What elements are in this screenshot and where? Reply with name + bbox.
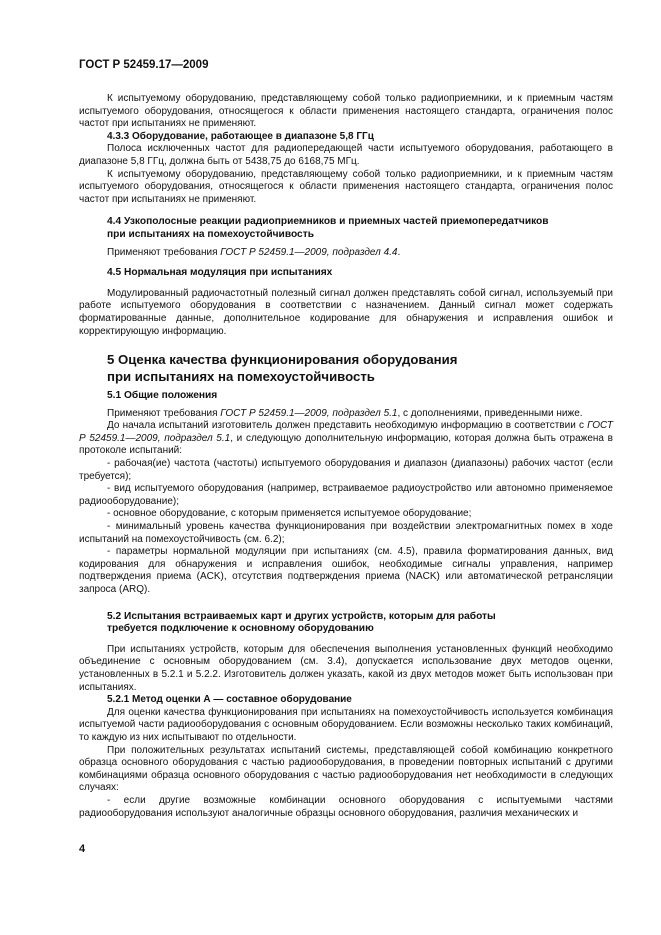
paragraph-with-reference: [79, 420, 613, 458]
text: , с дополнениями, приведенными ниже.: [397, 407, 583, 419]
text: Применяют требования: [107, 246, 221, 258]
text: До начала испытаний изготовитель должен представить необходимую информацию в соответствии с: [107, 420, 588, 432]
list-item: - если другие возможные комбинации основного оборудования с испытуемыми частями радиооборудования используют аналогичные образцы основного оборудования, различия механических и: [79, 794, 613, 819]
list-item: - параметры нормальной модуляции при испытаниях (см. 4.5), правила форматирования данных, вид кодирования для обнаружения и исправления ошибок, необходимые сигналы управления, например подтверждения приема (ACK), отсутствия подтверждения приема (NACK) или автоматической ретрансляции запроса (ARQ).: [79, 546, 613, 595]
standard-reference: ГОСТ Р 52459.1—2009, подраздел 4.4: [220, 246, 398, 258]
paragraph-with-reference: [79, 247, 613, 260]
section-heading-5-line2: при испытаниях на помехоустойчивость: [107, 368, 375, 384]
paragraph: При испытаниях устройств, которым для обеспечения выполнения установленных функций необходимо объединение с основным оборудованием (см. 3.4), допускается использование двух методов оценки, установленных в 5.2.1 и 5.2.2. Изготовитель должен указать, какой из двух методов может быть использован при испытаниях.: [79, 643, 613, 693]
paragraph: Полоса исключенных частот для радиопередающей части испытуемого оборудования, работающего в диапазоне 5,8 ГГц, должна быть от 5438,75 до 6168,75 МГц.: [79, 143, 613, 167]
paragraph-with-reference: [79, 408, 613, 421]
standard-reference: ГОСТ Р 52459.1—2009, подраздел 5.1: [220, 407, 398, 419]
section-heading-5-2-1: 5.2.1 Метод оценки А — составное оборудование: [107, 694, 352, 706]
paragraph: Для оценки качества функционирования при испытаниях на помехоустойчивость используется комбинация испытуемой части радиооборудования с основным оборудованием. Если возможны несколько таких комбинаций, то каждую из них испытывают по отдельности.: [79, 706, 613, 743]
paragraph: К испытуемому оборудованию, представляющему собой только радиоприемники, и к приемным частям испытуемого оборудования, относящегося к области применения настоящего стандарта, ограничения полос частот при испытаниях не применяют.: [79, 93, 613, 130]
list-item: - рабочая(ие) частота (частоты) испытуемого оборудования и диапазон (диапазоны) рабочих частот (если требуется);: [79, 458, 613, 482]
page-number: 4: [79, 843, 86, 855]
list-item: - основное оборудование, с которым применяется испытуемое оборудование;: [107, 508, 472, 520]
paragraph: При положительных результатах испытаний системы, представляющей собой комбинацию конкретного образца основного оборудования с частью радиооборудования, в проведении повторных испытаний с другими комбинациями образца основного оборудования с частью радиооборудования нет необходимости в следующих случаях:: [79, 744, 613, 794]
section-heading-5-1: 5.1 Общие положения: [107, 390, 218, 402]
section-heading-4-4-line2: при испытаниях на помехоустойчивость: [107, 228, 314, 240]
section-heading-5-2-line2: требуется подключение к основному оборудованию: [107, 623, 374, 635]
text: .: [397, 246, 401, 258]
section-heading-4-5: 4.5 Нормальная модуляция при испытаниях: [107, 267, 333, 279]
document-header: ГОСТ Р 52459.17—2009: [79, 59, 209, 71]
text: , и следующую дополнительную информацию, которая должна быть отражена в протоколе испытаний:: [79, 432, 613, 457]
section-heading-4-3-3: 4.3.3 Оборудование, работающее в диапазоне 5,8 ГГц: [107, 130, 374, 142]
section-heading-5-line1: 5 Оценка качества функционирования оборудования: [107, 352, 458, 368]
paragraph: Модулированный радиочастотный полезный сигнал должен представлять собой сигнал, используемый при работе испытуемого оборудования в соответствии с назначением. Данный сигнал может содержать форматированные данные, дополнительное кодирование для обнаружения и исправления ошибок и корректирующую информацию.: [79, 287, 613, 337]
list-item: - минимальный уровень качества функционирования при воздействии электромагнитных помех в ходе испытаний на помехоустойчивость (см. 6.2);: [79, 521, 613, 545]
paragraph: К испытуемому оборудованию, представляющему собой только радиоприемники, и к приемным частям испытуемого оборудования, относящегося к области применения настоящего стандарта, ограничения полос частот при испытаниях не применяют.: [79, 168, 613, 205]
section-heading-5-2-line1: 5.2 Испытания встраиваемых карт и других устройств, которым для работы: [107, 610, 496, 622]
list-item: - вид испытуемого оборудования (например, встраиваемое радиоустройство или автономно применяемое радиооборудование);: [79, 483, 613, 507]
document-body: [79, 93, 613, 820]
standard-reference: ГОСТ Р 52459.1—2009, подраздел 5.1: [79, 420, 613, 444]
section-heading-4-4-line1: 4.4 Узкополосные реакции радиоприемников и приемных частей приемопередатчиков: [107, 216, 549, 228]
text: Применяют требования: [107, 407, 221, 419]
